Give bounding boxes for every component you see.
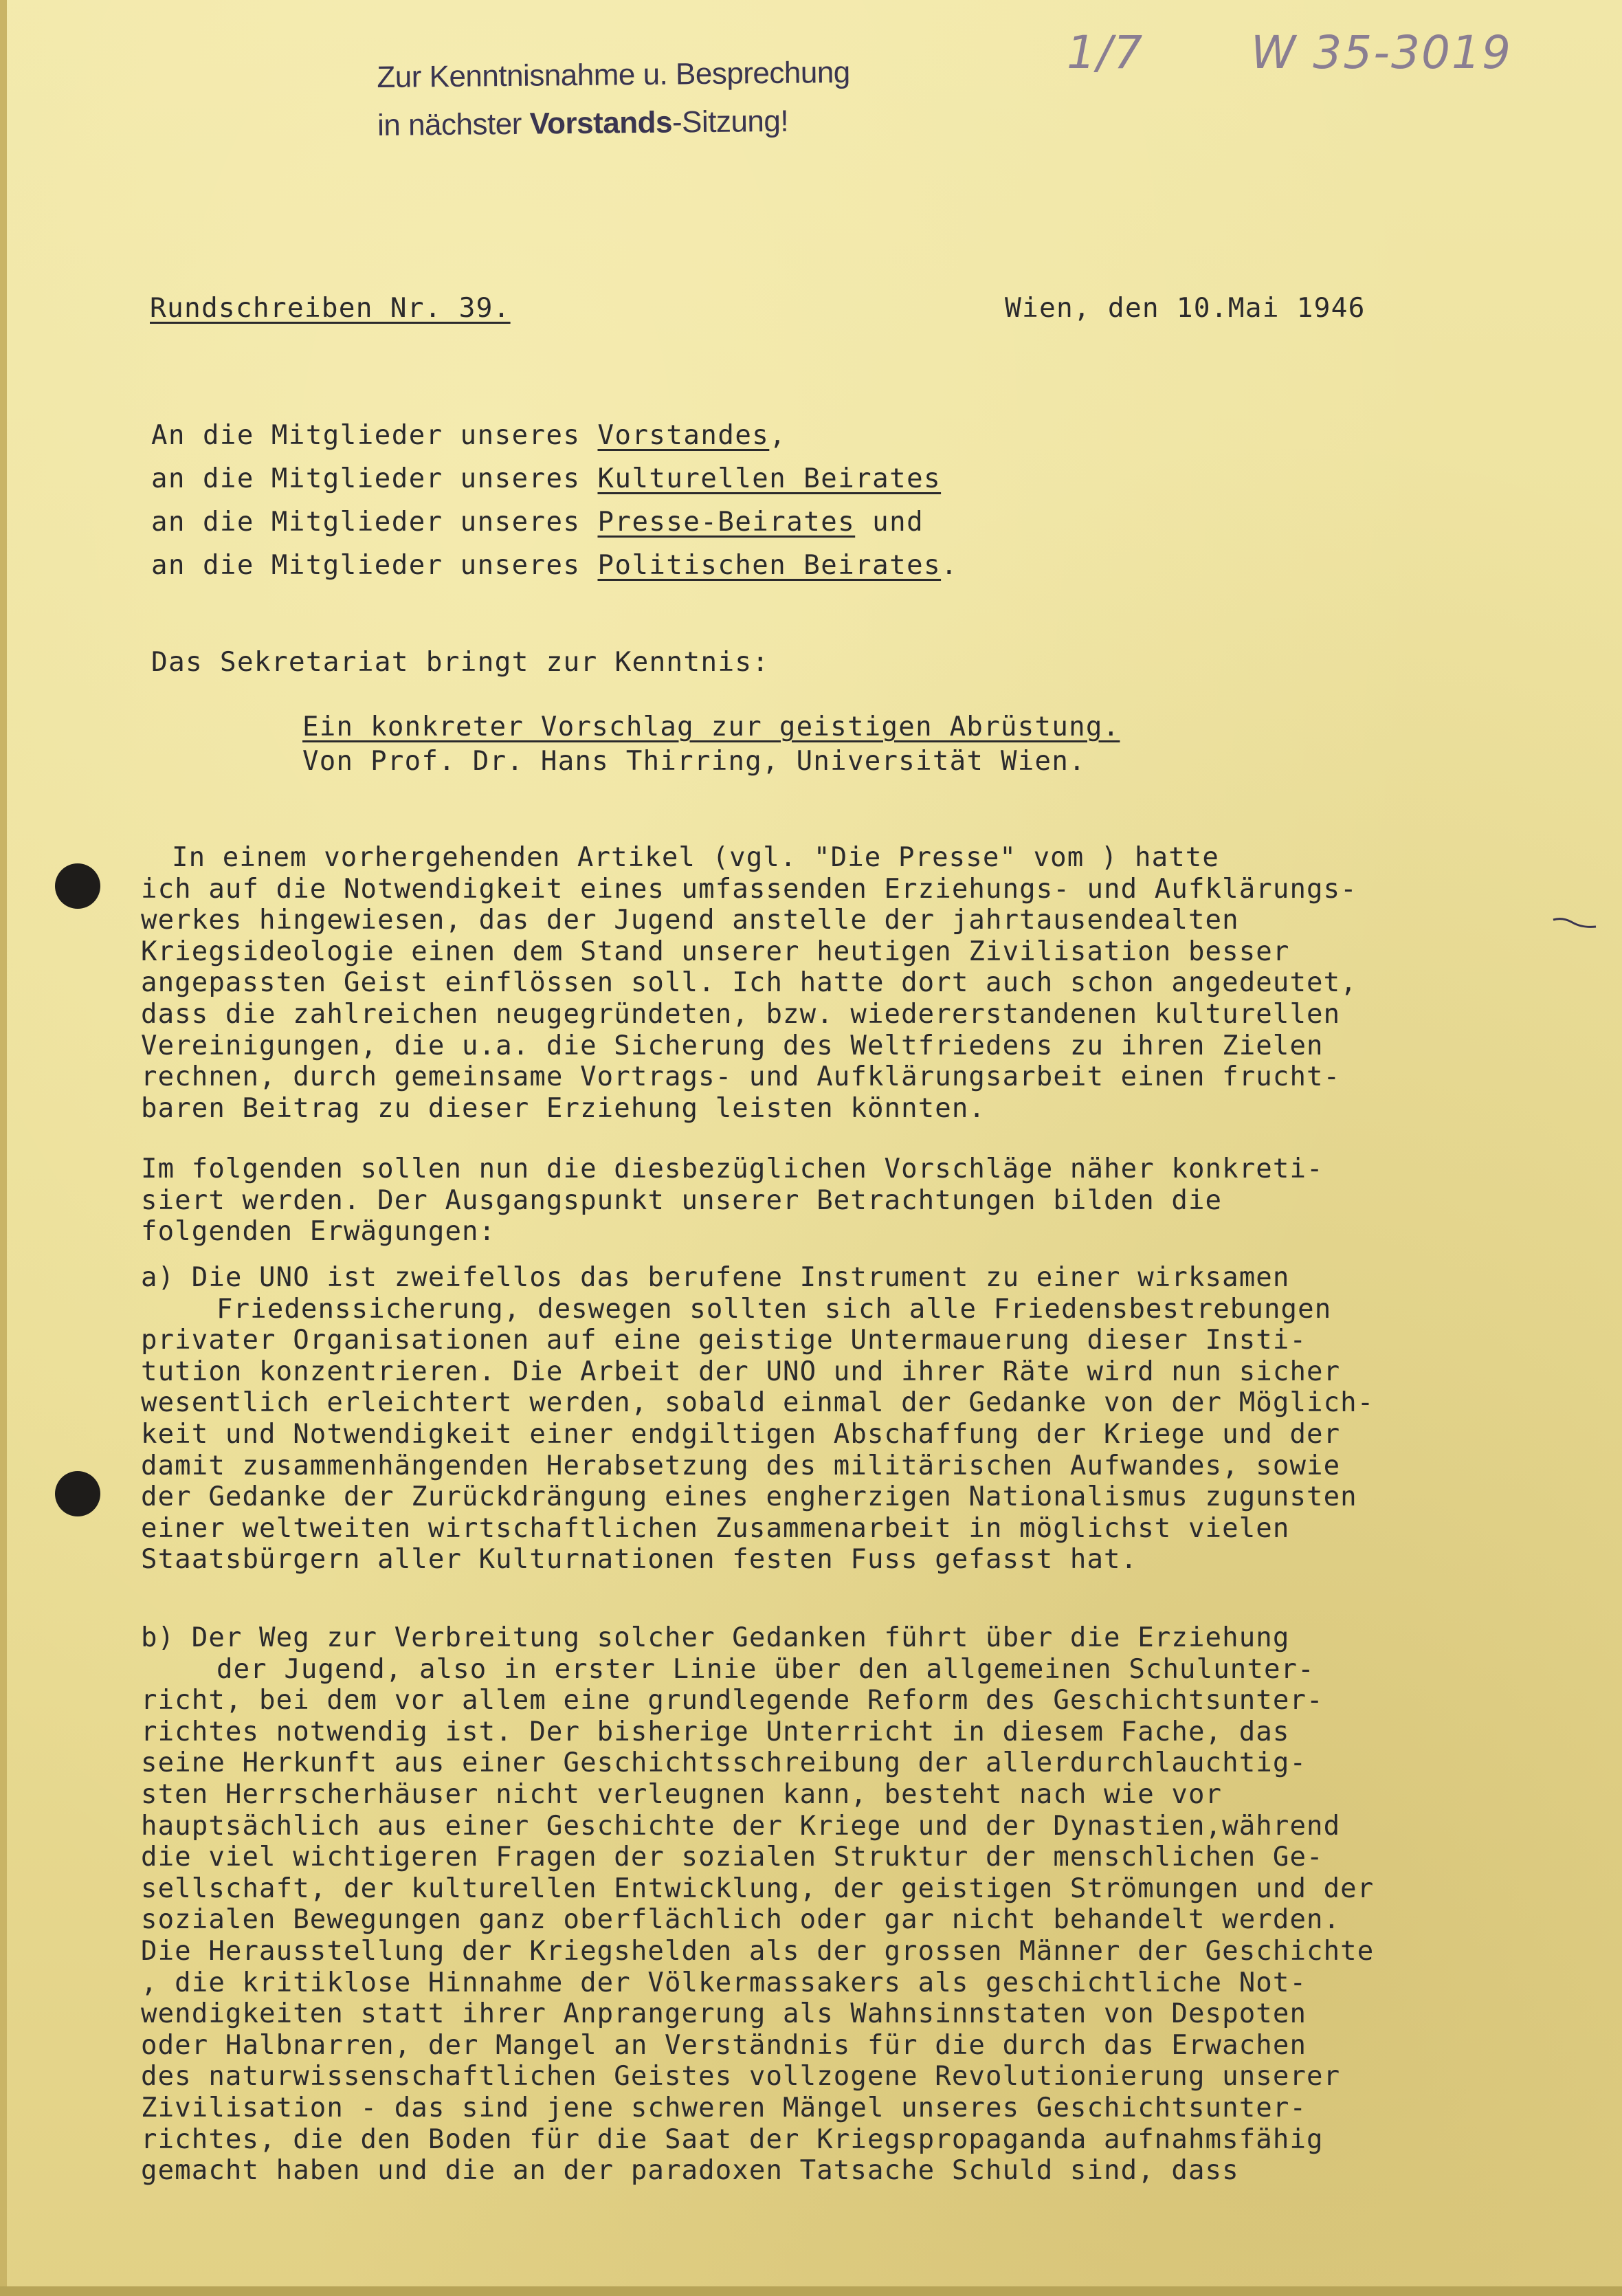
- recipient-suffix: .: [941, 550, 959, 581]
- text-line: a) Die UNO ist zweifellos das berufene Instrument zu einer wirksamen: [141, 1262, 1290, 1293]
- recipient-prefix: An die Mitglieder unseres: [151, 420, 598, 451]
- text-line: sten Herrscherhäuser nicht verleugnen kann, besteht nach wie vor: [141, 1778, 1223, 1810]
- stamp-line-2-prefix: in nächster: [377, 107, 530, 142]
- punch-hole: [55, 1471, 100, 1516]
- text-line: siert werden. Der Ausgangspunkt unserer Betrachtungen bilden die: [141, 1184, 1223, 1216]
- text-line: richtes, die den Boden für die Saat der Kriegspropaganda aufnahmsfähig: [141, 2123, 1324, 2155]
- pencil-folio: 1/7: [1067, 26, 1144, 79]
- text-line: baren Beitrag zu dieser Erziehung leisten könnten.: [141, 1092, 986, 1124]
- text-line: wendigkeiten statt ihrer Anprangerung als Wahnsinnstaten von Despoten: [141, 1998, 1307, 2030]
- stamp-line-1: Zur Kenntnisnahme u. Besprechung: [377, 55, 851, 94]
- announcement: Das Sekretariat bringt zur Kenntnis:: [151, 646, 770, 678]
- paragraph-point-b: [141, 1622, 1374, 2187]
- paragraph-point-a: [141, 1262, 1374, 1576]
- text-line: einer weltweiten wirtschaftlichen Zusammenarbeit in möglichst vielen: [141, 1512, 1290, 1544]
- paper-left-edge: [0, 0, 7, 2296]
- text-line: keit und Notwendigkeit einer endgiltigen Abschaffung der Kriege und der: [141, 1418, 1341, 1450]
- text-line: angepassten Geist einflössen soll. Ich hatte dort auch schon angedeutet,: [141, 967, 1357, 999]
- text-line: gemacht haben und die an der paradoxen Tatsache Schuld sind, dass: [141, 2155, 1239, 2187]
- text-line: In einem vorhergehenden Artikel (vgl. "Die Presse" vom ) hatte: [172, 842, 1219, 873]
- recipient-body: Politischen Beirates: [597, 550, 942, 581]
- text-line: oder Halbnarren, der Mangel an Verständnis für die durch das Erwachen: [141, 2029, 1307, 2061]
- text-line: sozialen Bewegungen ganz oberflächlich oder gar nicht behandelt werden.: [141, 1904, 1341, 1936]
- text-line: Vereinigungen, die u.a. die Sicherung des Weltfriedens zu ihren Zielen: [141, 1030, 1324, 1061]
- text-line: damit zusammenhängenden Herabsetzung des militärischen Aufwandes, sowie: [141, 1450, 1341, 1481]
- text-line: des naturwissenschaftlichen Geistes vollzogene Revolutionierung unserer: [141, 2061, 1341, 2093]
- text-line: Friedenssicherung, deswegen sollten sich alle Friedensbestrebungen: [216, 1293, 1332, 1325]
- paragraph-intro: [141, 842, 1357, 1124]
- text-line: Kriegsideologie einen dem Stand unserer heutigen Zivilisation besser: [141, 936, 1290, 967]
- text-line: tution konzentrieren. Die Arbeit der UNO und ihrer Räte wird nun sicher: [141, 1356, 1341, 1387]
- recipient-body: Presse-Beirates: [597, 507, 856, 538]
- text-line: der Jugend, also in erster Linie über den allgemeinen Schulunter-: [216, 1653, 1315, 1685]
- circular-number: Rundschreiben Nr. 39.: [150, 292, 511, 324]
- recipient-suffix: und: [855, 507, 924, 538]
- recipient-body: Vorstandes: [597, 420, 770, 451]
- stamp-line-2: [377, 97, 851, 150]
- text-line: b) Der Weg zur Verbreitung solcher Gedanken führt über die Erziehung: [141, 1622, 1290, 1653]
- stamp-line-2-suffix: -Sitzung!: [671, 104, 789, 140]
- text-line: werkes hingewiesen, das der Jugend anstelle der jahrtausendealten: [141, 905, 1239, 936]
- pencil-archive-number: W 35-3019: [1251, 26, 1513, 79]
- text-line: , die kritiklose Hinnahme der Völkermassakers als geschichtliche Not-: [141, 1967, 1307, 1998]
- rubber-stamp: [377, 49, 851, 150]
- text-line: richtes notwendig ist. Der bisherige Unterricht in diesem Fache, das: [141, 1716, 1290, 1747]
- recipient-line: [151, 544, 958, 587]
- text-line: ich auf die Notwendigkeit eines umfassenden Erziehungs- und Aufklärungs-: [141, 873, 1357, 905]
- pen-margin-mark: [1552, 914, 1597, 932]
- recipient-line: [151, 457, 958, 500]
- text-line: richt, bei dem vor allem eine grundlegende Reform des Geschichtsunter-: [141, 1685, 1324, 1717]
- recipient-line: [151, 414, 958, 457]
- text-line: der Gedanke der Zurückdrängung eines engherzigen Nationalismus zugunsten: [141, 1481, 1357, 1513]
- text-line: dass die zahlreichen neugegründeten, bzw. wiedererstandenen kulturellen: [141, 998, 1341, 1030]
- text-line: wesentlich erleichtert werden, sobald einmal der Gedanke von der Möglich-: [141, 1387, 1375, 1419]
- paragraph-second: [141, 1153, 1324, 1248]
- text-line: die viel wichtigeren Fragen der sozialen Struktur der menschlichen Ge-: [141, 1842, 1324, 1873]
- article-heading: [302, 710, 1120, 779]
- text-line: privater Organisationen auf eine geistige Untermauerung dieser Insti-: [141, 1325, 1307, 1356]
- stamp-line-2-bold: Vorstands: [529, 105, 673, 141]
- text-line: hauptsächlich aus einer Geschichte der Kriege und der Dynastien,während: [141, 1810, 1341, 1842]
- recipient-body: Kulturellen Beirates: [597, 463, 942, 494]
- article-title: Ein konkreter Vorschlag zur geistigen Abrüstung.: [302, 711, 1120, 742]
- article-author: Von Prof. Dr. Hans Thirring, Universität Wien.: [302, 746, 1086, 777]
- punch-hole: [55, 863, 100, 909]
- paper-bottom-edge: [0, 2286, 1622, 2296]
- text-line: Zivilisation - das sind jene schweren Mängel unseres Geschichtsunter-: [141, 2092, 1307, 2123]
- text-line: rechnen, durch gemeinsame Vortrags- und Aufklärungsarbeit einen frucht-: [141, 1061, 1341, 1093]
- text-line: folgenden Erwägungen:: [141, 1216, 496, 1248]
- place-date: Wien, den 10.Mai 1946: [1005, 292, 1366, 324]
- recipient-prefix: an die Mitglieder unseres: [151, 463, 598, 494]
- recipient-prefix: an die Mitglieder unseres: [151, 550, 598, 581]
- text-line: seine Herkunft aus einer Geschichtsschreibung der allerdurchlauchtig-: [141, 1747, 1307, 1779]
- text-line: sellschaft, der kulturellen Entwicklung, der geistigen Strömungen und der: [141, 1873, 1375, 1904]
- text-line: Im folgenden sollen nun die diesbezüglichen Vorschläge näher konkreti-: [141, 1153, 1324, 1184]
- recipient-suffix: ,: [769, 420, 787, 451]
- recipient-prefix: an die Mitglieder unseres: [151, 507, 598, 538]
- text-line: Staatsbürgern aller Kulturnationen festen Fuss gefasst hat.: [141, 1544, 1138, 1576]
- text-line: Die Herausstellung der Kriegshelden als der grossen Männer der Geschichte: [141, 1935, 1375, 1967]
- recipient-list: [151, 414, 958, 587]
- recipient-line: [151, 500, 958, 544]
